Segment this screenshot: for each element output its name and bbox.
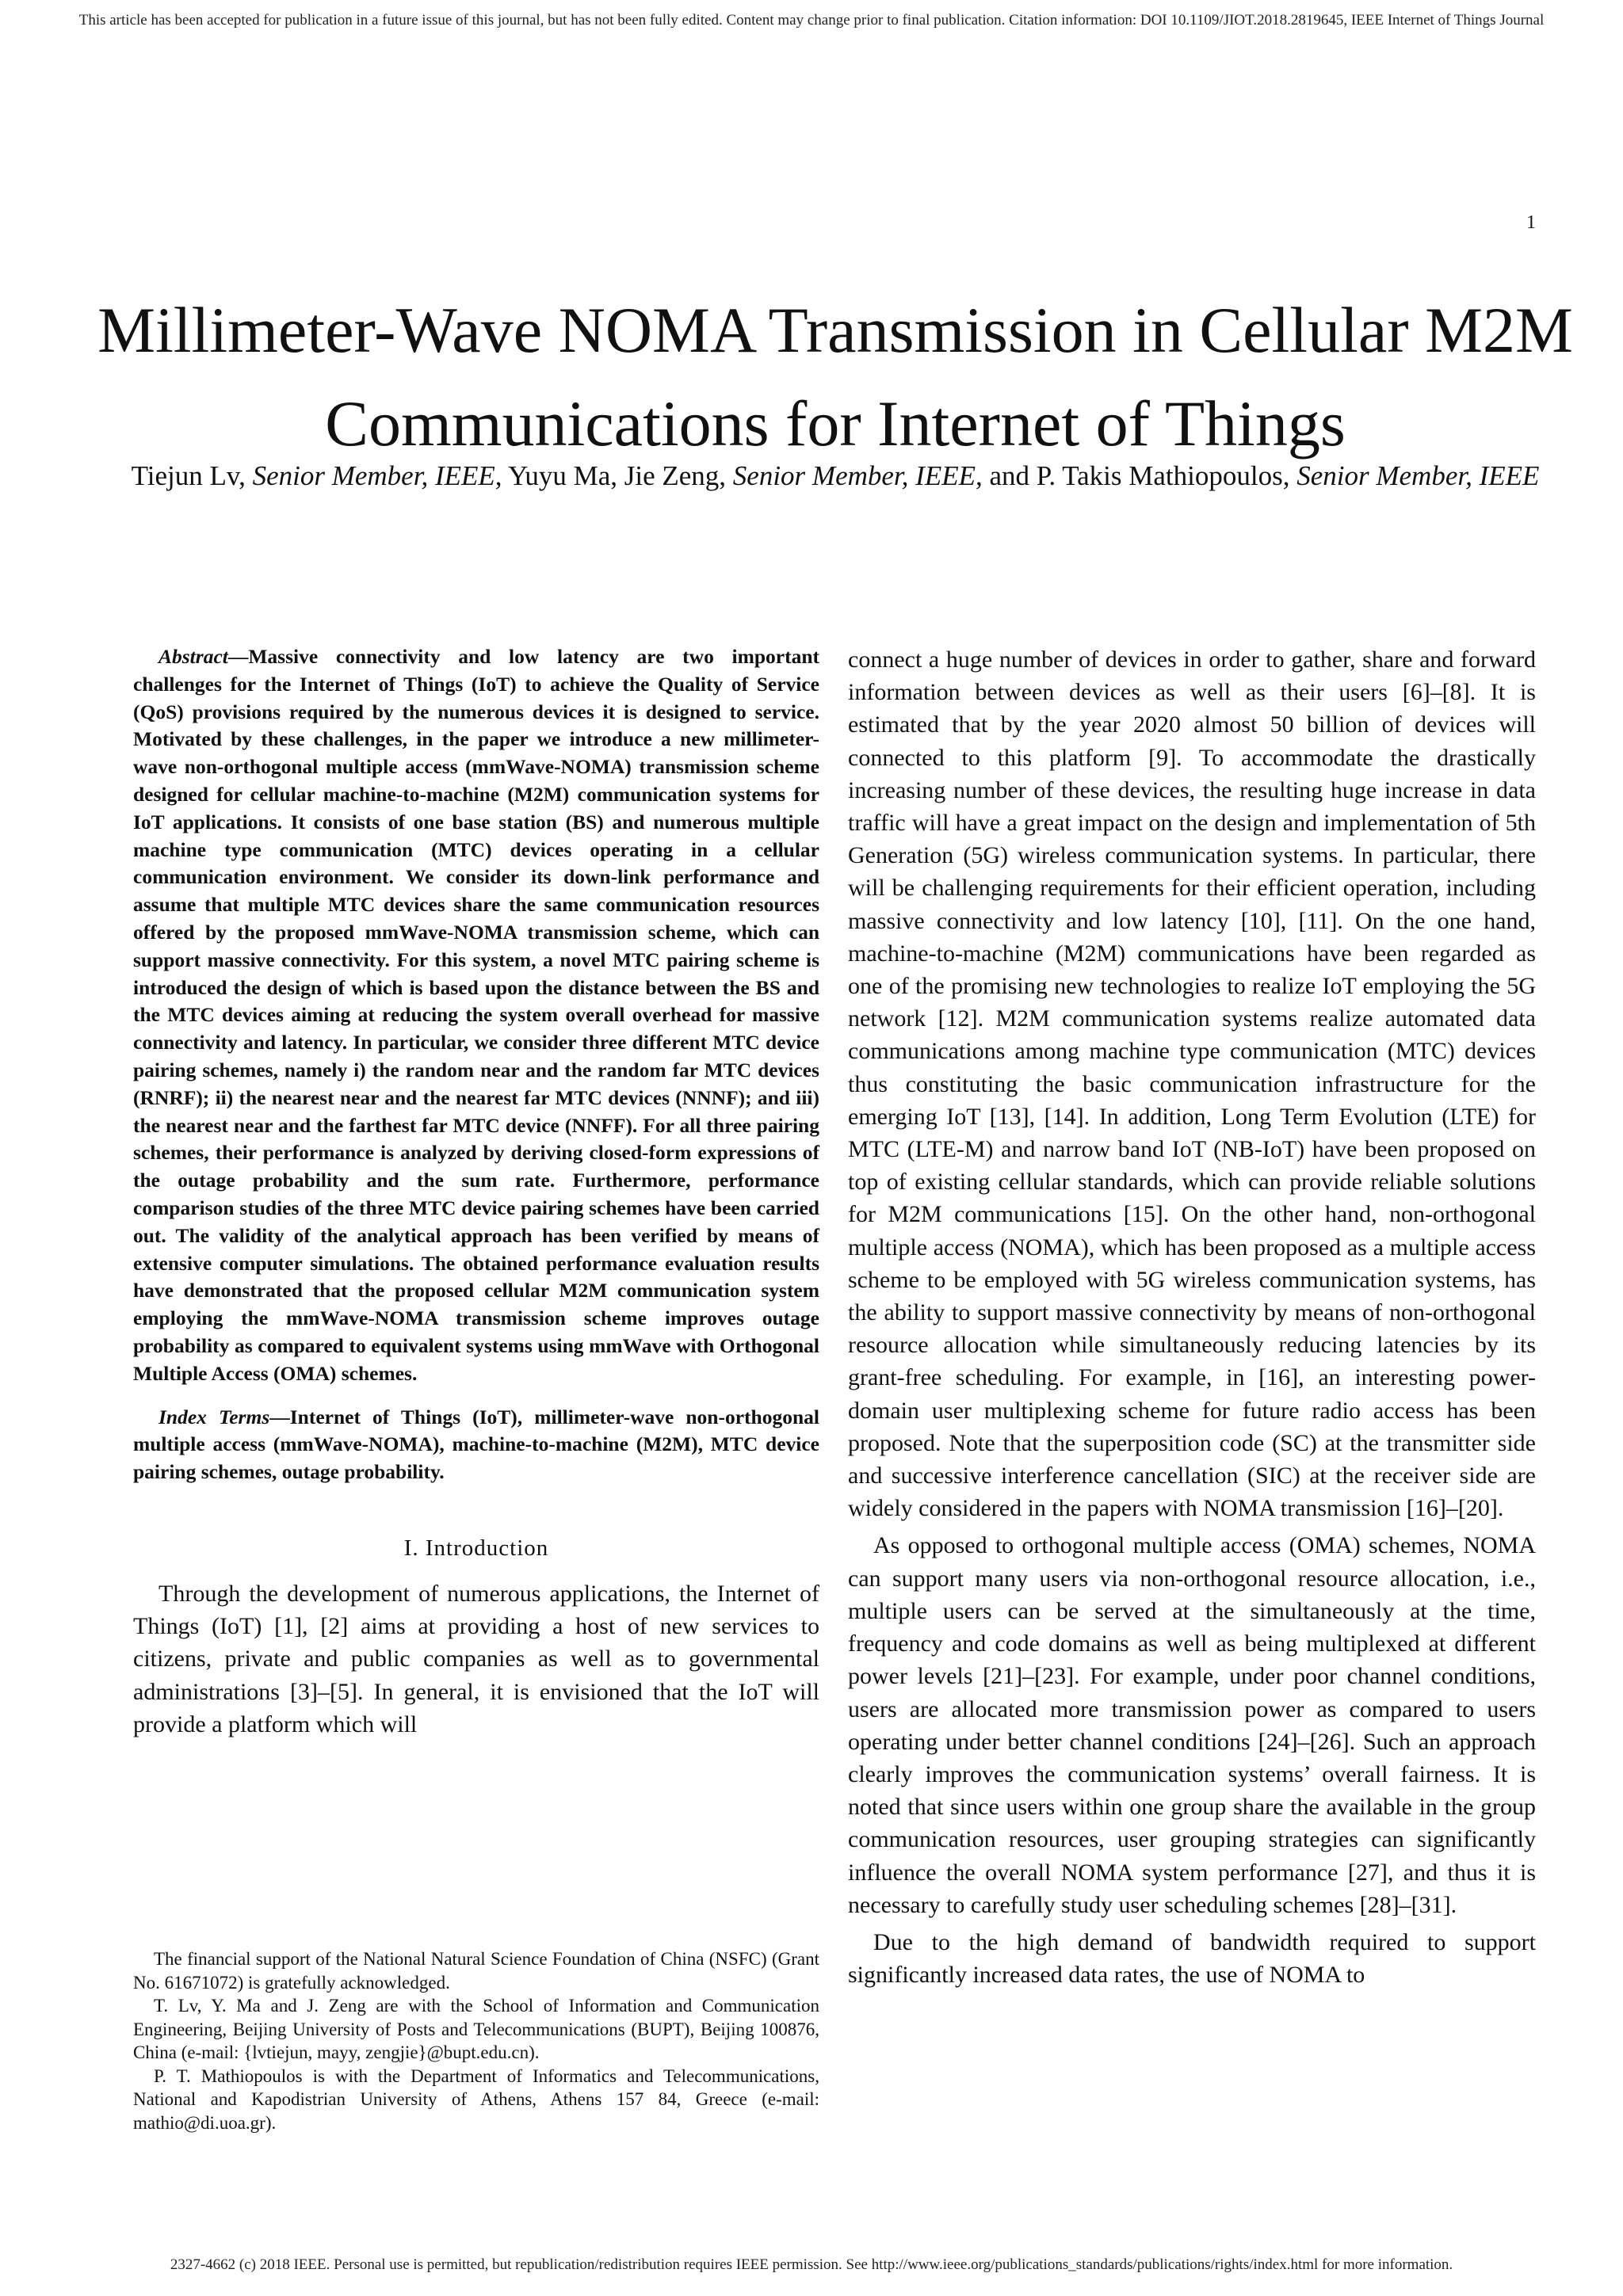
introduction-paragraph: Through the development of numerous applications, the Internet of Things (IoT) [1], [2] aims at providing a host of new services to citizens, private and public companies as well as to governmental administrations [3]–[5]. In general, it is envisioned that the IoT will provide a platform which will bbox=[133, 1580, 819, 1737]
footnotes bbox=[133, 1947, 819, 2134]
footnote-funding: The financial support of the National Natural Science Foundation of China (NSFC) (Grant No. 61671072) is gratefully acknowledged. bbox=[133, 1949, 819, 1993]
section-heading-introduction: I. Introduction bbox=[403, 1535, 549, 1561]
author-lv: Tiejun Lv, bbox=[131, 460, 253, 491]
footnote-affiliation-bupt: T. Lv, Y. Ma and J. Zeng are with the School of Information and Communication Engineering, Beijing University of Posts and Telecommunications (BUPT), Beijing 100876, China (e-mail: {lvtiejun, mayy, zengjie}@bupt.edu.cn). bbox=[133, 1996, 819, 2062]
body-paragraph-2: As opposed to orthogonal multiple access (OMA) schemes, NOMA can support many users via non-orthogonal resource allocation, i.e., multiple users can be served at the simultaneously at the time, frequency and code domains as well as being multiplexed at different power levels [21]–[23]. For example, under poor channel conditions, users are allocated more transmission power as compared to users operating under better channel conditions [24]–[26]. Such an approach clearly improves the communication systems’ overall fairness. It is noted that since users within one group share the available in the group communication resources, user grouping strategies can significantly influence the overall NOMA system performance [27], and thus it is necessary to carefully study user scheduling schemes [28]–[31]. bbox=[848, 1532, 1536, 1918]
journal-header-notice: This article has been accepted for publication in a future issue of this journal, but has not been fully edited. Content may change prior to final publication. Citation information: DOI 10.1109/JIOT.2018.2819645, IEEE Internet of Things Journal bbox=[78, 12, 1545, 29]
author-ma-zeng: , Yuyu Ma, Jie Zeng, bbox=[495, 460, 733, 491]
right-column bbox=[848, 643, 1536, 1996]
author-mathiopoulos-role: Senior Member, IEEE bbox=[1296, 460, 1540, 491]
index-terms-text: —Internet of Things (IoT), millimeter-wave non-orthogonal multiple access (mmWave-NOMA), machine-to-machine (M2M), MTC device pairing schemes, outage probability. bbox=[133, 1405, 819, 1484]
footnote-affiliation-athens: P. T. Mathiopoulos is with the Department of Informatics and Telecommunications, National and Kapodistrian University of Athens, Athens 157 84, Greece (e-mail: mathio@di.uoa.gr). bbox=[133, 2065, 819, 2133]
abstract-label: Abstract bbox=[158, 645, 228, 668]
author-list bbox=[119, 458, 1552, 494]
paper-title: Millimeter-Wave NOMA Transmission in Cellular M2M Communications for Internet of Things bbox=[97, 294, 1573, 460]
author-lv-role: Senior Member, IEEE bbox=[252, 460, 495, 491]
author-mathiopoulos: , and P. Takis Mathiopoulos, bbox=[975, 460, 1297, 491]
abstract-text: —Massive connectivity and low latency are two important challenges for the Internet of Things (IoT) to achieve the Quality of Service (QoS) provisions required by the numerous devices it is designed to service. Motivated by these challenges, in the paper we introduce a new millimeter-wave non-orthogonal multiple access (mmWave-NOMA) transmission scheme designed for cellular machine-to-machine (M2M) communication systems for IoT applications. It consists of one base station (BS) and numerous multiple machine type communication (MTC) devices operating in a cellular communication environment. We consider its down-link performance and assume that multiple MTC devices share the same communication resources offered by the proposed mmWave-NOMA transmission scheme, which can support massive connectivity. For this system, a novel MTC pairing scheme is introduced the design of which is based upon the distance between the BS and the MTC devices aiming at reducing the system overall overhead for massive connectivity and latency. In particular, we consider three different MTC device pairing schemes, namely i) the random near and the random far MTC devices (RNRF); ii) the nearest near and the nearest far MTC devices (NNNF); and iii) the nearest near and the farthest far MTC device (NNFF). For all three pairing schemes, their performance is analyzed by deriving closed-form expressions of the outage probability and the sum rate. Furthermore, performance comparison studies of the three MTC device pairing schemes have been carried out. The validity of the analytical approach has been verified by means of extensive computer simulations. The obtained performance evaluation results have demonstrated that the proposed cellular M2M communication system employing the mmWave-NOMA transmission scheme improves outage probability as compared to equivalent systems using mmWave with Orthogonal Multiple Access (OMA) schemes. bbox=[133, 645, 819, 1385]
copyright-footer: 2327-4662 (c) 2018 IEEE. Personal use is permitted, but republication/redistribution requires IEEE permission. See http://www.ieee.org/publications_standards/publications/rights/index.html for more information. bbox=[170, 2256, 1453, 2273]
body-paragraph-3: Due to the high demand of bandwidth required to support significantly increased data rates, the use of NOMA to bbox=[848, 1928, 1536, 1989]
index-terms-label: Index Terms bbox=[158, 1405, 270, 1428]
author-zeng-role: Senior Member, IEEE bbox=[732, 460, 976, 491]
index-terms bbox=[133, 1404, 819, 1486]
left-column bbox=[133, 643, 819, 1741]
abstract bbox=[133, 643, 819, 1388]
page-number: 1 bbox=[1526, 212, 1536, 233]
body-paragraph-1: connect a huge number of devices in order to gather, share and forward information between devices as well as their users [6]–[8]. It is estimated that by the year 2020 almost 50 billion of devices will connected to this platform [9]. To accommodate the drastically increasing number of these devices, the resulting huge increase in data traffic will have a great impact on the design and implementation of 5th Generation (5G) wireless communication systems. In particular, there will be challenging requirements for their efficient operation, including massive connectivity and low latency [10], [11]. On the one hand, machine-to-machine (M2M) communications have been regarded as one of the promising new technologies to realize IoT employing the 5G network [12]. M2M communication systems realize automated data communications among machine type communication (MTC) devices thus constituting the basic communication infrastructure for the emerging IoT [13], [14]. In addition, Long Term Evolution (LTE) for MTC (LTE-M) and narrow band IoT (NB-IoT) have been proposed on top of existing cellular standards, which can provide reliable solutions for M2M communications [15]. On the other hand, non-orthogonal multiple access (NOMA), which has been proposed as a multiple access scheme to be employed with 5G wireless communication systems, has the ability to support massive connectivity by means of non-orthogonal resource allocation while simultaneously reducing latencies by its grant-free scheduling. For example, in [16], an interesting power-domain user multiplexing scheme for future radio access has been proposed. Note that the superposition code (SC) at the transmitter side and successive interference cancellation (SIC) at the receiver side are widely considered in the papers with NOMA transmission [16]–[20]. bbox=[848, 646, 1536, 1522]
